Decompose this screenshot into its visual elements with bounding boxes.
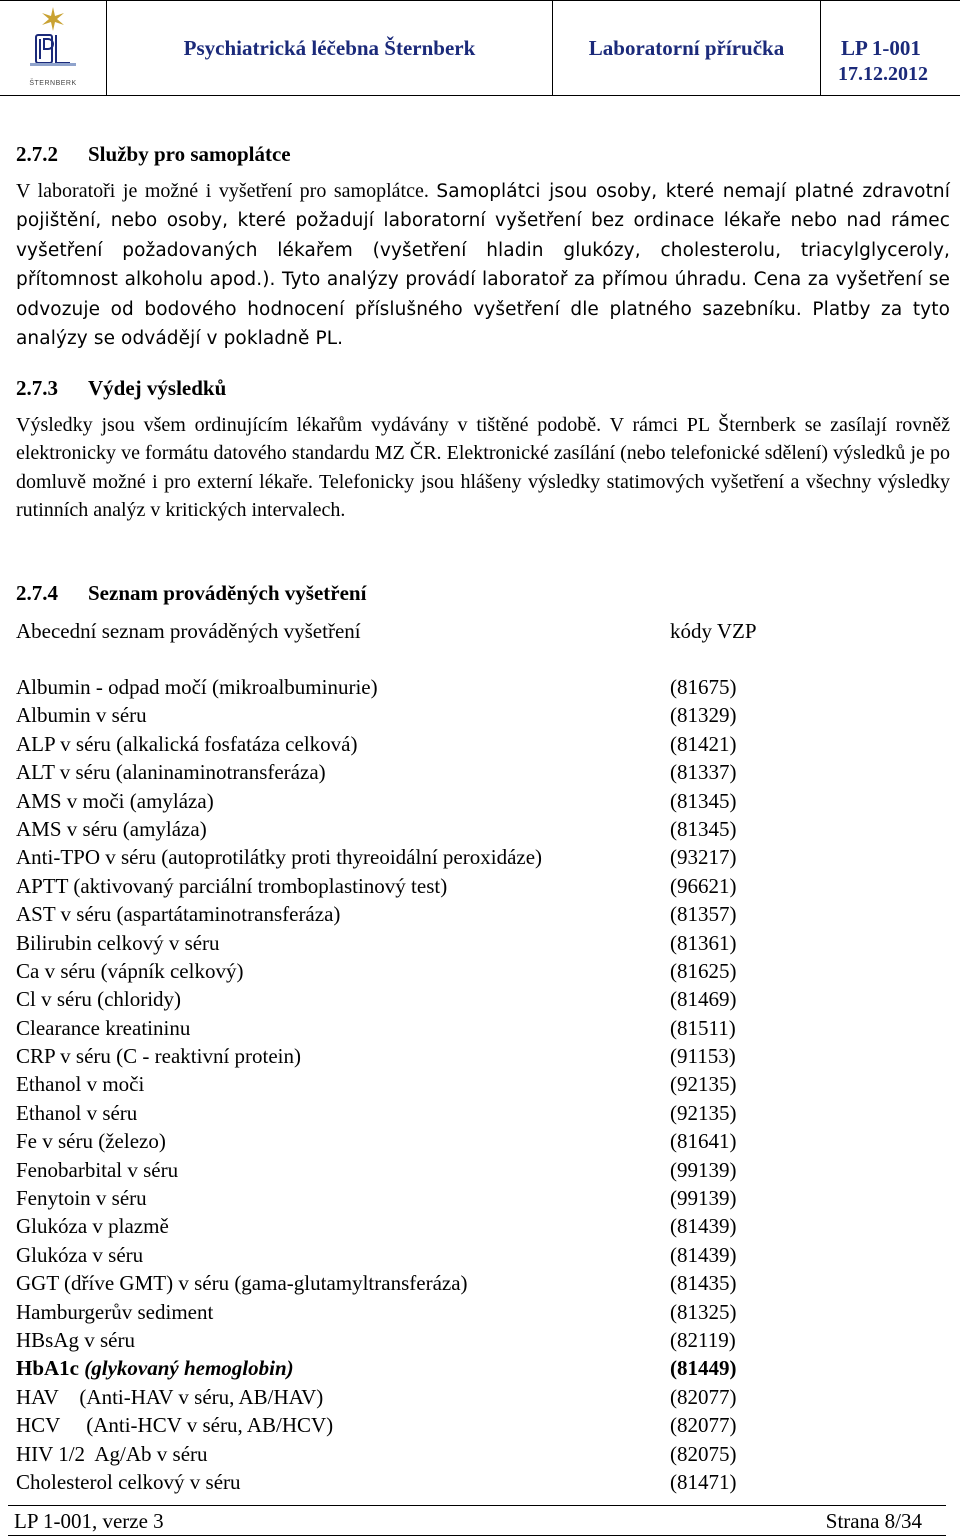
test-list-row (16, 1156, 950, 1184)
test-vzp-code: (92135) (670, 1072, 737, 1097)
test-vzp-code: (81625) (670, 958, 737, 983)
test-list-row (16, 1298, 950, 1326)
paragraph-body: Samoplátci jsou osoby, které nemají platné zdravotní pojištění, nebo osoby, které požadují laboratorní vyšetření bez ordinace lékaře nebo nad rámec vyšetření požadovaných lékařem (vyšetření hladin glukózy, cholesterolu, triacylglyceroly, přítomnost alkoholu apod.). Tyto analýzy provádí laboratoř za přímou úhradu. Cena za vyšetření se odvozuje od bodového hodnocení příslušného vyšetření dle platného sazebníku. Platby za tyto analýzy se odvádějí v pokladně PL. (16, 181, 950, 350)
document-code: LP 1-001 (841, 36, 921, 60)
test-vzp-code: (81361) (670, 930, 737, 955)
test-vzp-code: (81641) (670, 1129, 737, 1154)
test-list (16, 673, 950, 1496)
test-vzp-code: (81329) (670, 703, 737, 728)
test-name: ALP v séru (alkalická fosfatáza celková) (16, 731, 358, 756)
test-name: Albumin - odpad močí (mikroalbuminurie) (16, 675, 378, 699)
test-vzp-code: (81435) (670, 1271, 737, 1296)
test-name: Fe v séru (železo) (16, 1129, 166, 1154)
section-heading-273 (16, 374, 226, 403)
test-list-row (16, 1042, 950, 1070)
test-name: Glukóza v plazmě (16, 1214, 169, 1239)
test-vzp-code: (81439) (670, 1242, 737, 1267)
page-header (0, 0, 960, 96)
test-vzp-code: (81337) (670, 760, 737, 785)
test-name: AST v séru (aspartátaminotransferáza) (16, 902, 341, 927)
test-list-row (16, 1440, 950, 1468)
test-list-row (16, 1269, 950, 1297)
section-number: 2.7.3 (16, 376, 58, 400)
test-list-row (16, 673, 950, 701)
test-list-row (16, 1184, 950, 1212)
test-list-row (16, 815, 950, 843)
test-name: HBsAg v séru (16, 1327, 135, 1352)
test-name: HIV 1/2 Ag/Ab v séru (16, 1441, 208, 1466)
footer-page-number: Strana 8/34 (825, 1509, 922, 1533)
test-list-row (16, 929, 950, 957)
test-vzp-code: (81471) (670, 1469, 737, 1494)
document-date: 17.12.2012 (838, 63, 928, 85)
test-list-row (16, 1070, 950, 1098)
test-name: AMS v séru (amyláza) (16, 816, 207, 841)
institution-logo-icon (20, 5, 86, 79)
test-list-row (16, 1383, 950, 1411)
test-vzp-code: (81421) (670, 731, 737, 756)
section-title: Seznam prováděných vyšetření (88, 581, 367, 605)
test-name: GGT (dříve GMT) v séru (gama-glutamyltransferáza) (16, 1271, 468, 1296)
test-name: Cl v séru (chloridy) (16, 987, 182, 1012)
test-list-row (16, 787, 950, 815)
test-name: Cholesterol celkový v séru (16, 1469, 241, 1494)
test-list-row (16, 758, 950, 786)
test-list-row (16, 1127, 950, 1155)
section-heading-274 (16, 579, 366, 608)
paragraph-intro: V laboratoři je možné i vyšetření pro samoplátce. (16, 180, 437, 202)
footer-document-version: LP 1-001, verze 3 (14, 1509, 164, 1533)
test-name: Anti-TPO v séru (autoprotilátky proti thyreoidální peroxidáze) (16, 845, 543, 870)
test-name: Fenytoin v séru (16, 1186, 147, 1211)
test-list-row (16, 701, 950, 729)
test-list-row (16, 1014, 950, 1042)
test-vzp-code: (81345) (670, 816, 737, 841)
test-vzp-code: (81325) (670, 1299, 737, 1324)
test-name: Hamburgerův sediment (16, 1299, 214, 1324)
test-vzp-code: (82077) (670, 1413, 737, 1438)
test-vzp-code: (99139) (670, 1186, 737, 1211)
test-name: Clearance kreatininu (16, 1015, 191, 1040)
test-name: ALT v séru (alaninaminotransferáza) (16, 760, 326, 785)
test-name: Glukóza v séru (16, 1242, 144, 1267)
test-list-row (16, 1354, 950, 1382)
institution-name: Psychiatrická léčebna Šternberk (183, 36, 476, 60)
logo (0, 0, 107, 96)
test-name: Fenobarbital v séru (16, 1157, 179, 1182)
test-vzp-code: (81469) (670, 987, 737, 1012)
document-title: Laboratorní příručka (588, 36, 785, 60)
test-name: Bilirubin celkový v séru (16, 930, 220, 955)
test-vzp-code: (92135) (670, 1100, 737, 1125)
logo-caption: ŠTERNBERK (29, 80, 77, 87)
test-list-row (16, 1326, 950, 1354)
test-vzp-code: (93217) (670, 845, 737, 870)
section-heading-272 (16, 140, 291, 169)
test-vzp-code: (81345) (670, 788, 737, 813)
test-list-row (16, 1468, 950, 1496)
test-name: Ca v séru (vápník celkový) (16, 958, 244, 983)
header-document-cell (553, 0, 821, 96)
test-name: Ethanol v séru (16, 1100, 138, 1125)
test-name-wrapper (16, 1354, 294, 1382)
test-list-header (16, 617, 950, 646)
column-header-name: Abecední seznam prováděných vyšetření (16, 619, 361, 643)
section-number: 2.7.4 (16, 581, 58, 605)
test-vzp-code: (82077) (670, 1384, 737, 1409)
test-name: APTT (aktivovaný parciální tromboplastinový test) (16, 873, 448, 898)
test-vzp-code: (96621) (670, 873, 737, 898)
test-vzp-code: (81675) (670, 675, 737, 699)
test-list-row (16, 843, 950, 871)
column-header-code: kódy VZP (670, 619, 757, 643)
test-list-row (16, 730, 950, 758)
test-list-row (16, 1241, 950, 1269)
test-name: HbA1c (16, 1356, 79, 1381)
test-vzp-code: (82075) (670, 1441, 737, 1466)
test-list-row (16, 872, 950, 900)
section-title: Výdej výsledků (88, 376, 227, 400)
test-list-row (16, 985, 950, 1013)
section-title: Služby pro samoplátce (88, 142, 291, 166)
test-vzp-code: (81449) (670, 1356, 737, 1381)
test-vzp-code: (91153) (670, 1044, 736, 1069)
test-vzp-code: (99139) (670, 1157, 737, 1182)
test-name: Ethanol v moči (16, 1072, 145, 1097)
test-name: AMS v moči (amyláza) (16, 788, 214, 813)
test-vzp-code: (82119) (670, 1327, 736, 1352)
section-paragraph-273 (16, 411, 950, 525)
test-name: Albumin v séru (16, 703, 147, 728)
page-footer (8, 1505, 946, 1536)
test-vzp-code: (81439) (670, 1214, 737, 1239)
test-name: HAV (Anti-HAV v séru, AB/HAV) (16, 1384, 324, 1409)
test-name-note: (glykovaný hemoglobin) (84, 1356, 294, 1381)
test-vzp-code: (81357) (670, 902, 737, 927)
test-vzp-code: (81511) (670, 1015, 736, 1040)
section-paragraph-272 (16, 177, 950, 353)
section-number: 2.7.2 (16, 142, 58, 166)
test-name: HCV (Anti-HCV v séru, AB/HCV) (16, 1413, 334, 1438)
test-list-row (16, 957, 950, 985)
header-code-cell (821, 0, 960, 96)
header-institution-cell (107, 0, 553, 96)
test-list-row (16, 1411, 950, 1439)
test-name: CRP v séru (C - reaktivní protein) (16, 1044, 302, 1069)
test-list-row (16, 1099, 950, 1127)
test-list-row (16, 900, 950, 928)
test-list-row (16, 1212, 950, 1240)
paragraph-body: Výsledky jsou všem ordinujícím lékařům vydávány v tištěné podobě. V rámci PL Šternberk se zasílají rovněž elektronicky ve formátu datového standardu MZ ČR. Elektronické zasílání (nebo telefonické sdělení) výsledků je po domluvě možné i pro externí lékaře. Telefonicky jsou hlášeny výsledky statimových vyšetření a všechny výsledky rutinních analýz v kritických intervalech. (16, 414, 950, 522)
